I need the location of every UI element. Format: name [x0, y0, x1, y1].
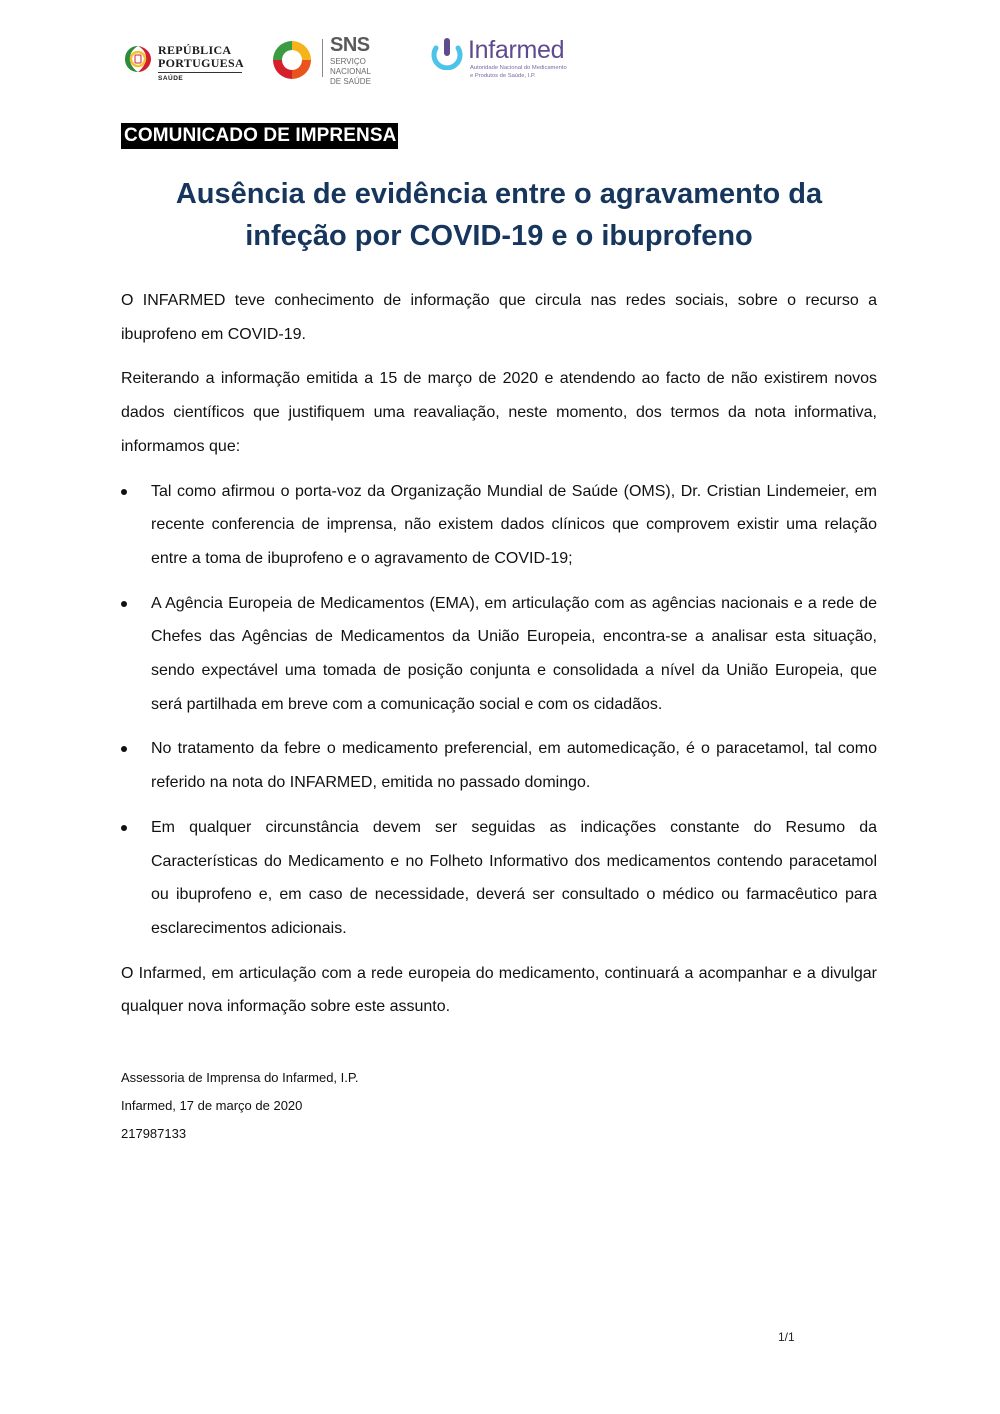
list-item [121, 811, 877, 946]
paragraph-intro: O INFARMED teve conhecimento de informação que circula nas redes sociais, sobre o recurso a ibuprofeno em COVID-19. [121, 292, 877, 343]
document-title-line2: infeção por COVID-19 e o ibuprofeno [245, 220, 753, 252]
list-item [121, 587, 877, 722]
portugal-emblem-icon [122, 43, 154, 75]
signature-office: Assessoria de Imprensa do Infarmed, I.P. [121, 1070, 359, 1085]
paragraph-closing: O Infarmed, em articulação com a rede europeia do medicamento, continuará a acompanhar e a divulgar qualquer nova informação sobre este assunto. [121, 964, 877, 1016]
bullet-icon [121, 489, 127, 495]
press-release-label: COMUNICADO DE IMPRENSA [121, 123, 398, 149]
republica-rule [158, 72, 242, 73]
republica-line2: PORTUGUESA [158, 56, 244, 70]
sns-subtitle [330, 57, 402, 87]
signature-date: Infarmed, 17 de março de 2020 [121, 1098, 303, 1113]
sns-subtitle-line1: SERVIÇO NACIONAL [330, 57, 371, 76]
republica-portuguesa-logo [122, 38, 247, 84]
infarmed-title: Infarmed [468, 36, 565, 64]
bullet-list [121, 475, 877, 946]
sns-divider [322, 39, 323, 77]
list-item-text: A Agência Europeia de Medicamentos (EMA), em articulação com as agências nacionais e a rede de Chefes das Agências de Medicamentos da União Europeia, encontra-se a analisar esta situação, sendo expectável uma tomada de posição conjunta e consolidada a nível da União Europeia, que será partilhada em breve com a comunicação social e com os cidadãos. [151, 594, 877, 713]
infarmed-mark-icon [430, 36, 464, 70]
sns-subtitle-line2: DE SAÚDE [330, 77, 371, 86]
republica-wordmark [158, 44, 244, 70]
list-item-text: Tal como afirmou o porta-voz da Organização Mundial de Saúde (OMS), Dr. Cristian Lindemeier, em recente conferencia de imprensa, não existem dados clínicos que comprovem existir uma relação entre a toma de ibuprofeno e o agravamento de COVID-19; [151, 482, 877, 567]
sns-logo [270, 34, 402, 84]
republica-subtitle: SAÚDE [158, 75, 184, 82]
list-item [121, 732, 877, 799]
sns-ring-icon [270, 38, 314, 82]
page-number: 1/1 [778, 1330, 795, 1344]
list-item-text: Em qualquer circunstância devem ser seguidas as indicações constante do Resumo da Características do Medicamento e no Folheto Informativo dos medicamentos contendo paracetamol ou ibuprofeno e, em caso de necessidade, deverá ser consultado o médico ou farmacêutico para esclarecimentos adicionais. [151, 818, 877, 937]
bullet-icon [121, 601, 127, 607]
signature-block [121, 1064, 359, 1148]
infarmed-logo [430, 34, 580, 86]
infarmed-subtitle-line1: Autoridade Nacional do Medicamento [470, 65, 567, 71]
bullet-icon [121, 746, 127, 752]
signature-phone: 217987133 [121, 1126, 187, 1141]
infarmed-subtitle [470, 64, 567, 80]
header-logos [122, 34, 582, 94]
infarmed-subtitle-line2: e Produtos de Saúde, I.P. [470, 73, 536, 79]
document-title [121, 173, 877, 257]
document-title-line1: Ausência de evidência entre o agravamento da [175, 178, 823, 210]
paragraph-context: Reiterando a informação emitida a 15 de março de 2020 e atendendo ao facto de não existirem novos dados científicos que justifiquem uma reavaliação, neste momento, dos termos da nota informativa, informamos que: [121, 370, 877, 455]
republica-line1: REPÚBLICA [158, 43, 232, 57]
bullet-icon [121, 825, 127, 831]
list-item [121, 475, 877, 576]
sns-title: SNS [330, 34, 370, 56]
list-item-text: No tratamento da febre o medicamento preferencial, em automedicação, é o paracetamol, tal como referido na nota do INFARMED, emitida no passado domingo. [151, 740, 877, 792]
document-body [121, 284, 877, 1035]
